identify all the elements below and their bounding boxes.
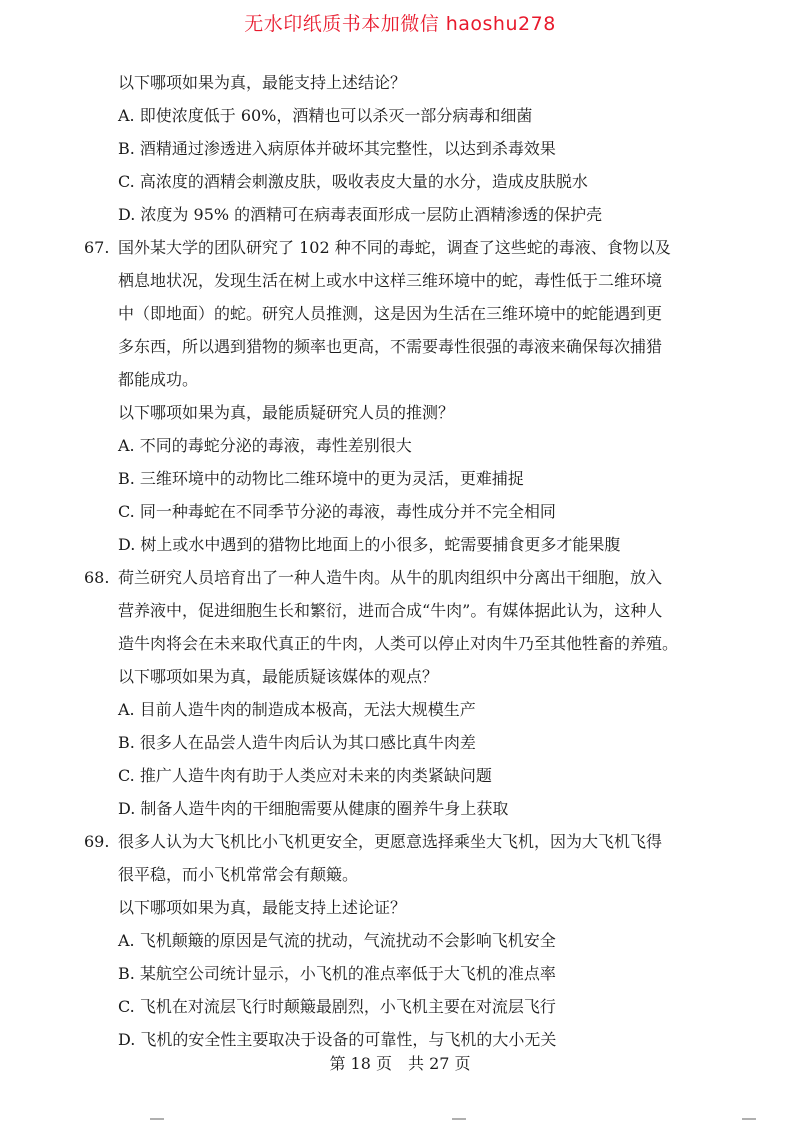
option-c: C. 高浓度的酒精会刺激皮肤，吸收表皮大量的水分，造成皮肤脱水 — [118, 172, 588, 191]
question-stem-line: 多东西，所以遇到猎物的频率也更高，不需要毒性很强的毒液来确保每次捕猎 — [118, 337, 663, 356]
question-number: 67. — [84, 238, 110, 257]
option-d: D. 树上或水中遇到的猎物比地面上的小很多，蛇需要捕食更多才能果腹 — [118, 535, 621, 554]
option-b: B. 三维环境中的动物比二维环境中的更为灵活，更难捕捉 — [118, 469, 524, 488]
option-b: B. 很多人在品尝人造牛肉后认为其口感比真牛肉差 — [118, 733, 476, 752]
option-c: C. 飞机在对流层飞行时颠簸最剧烈，小飞机主要在对流层飞行 — [118, 997, 556, 1016]
question-stem-line: 都能成功。 — [118, 370, 199, 389]
option-b: B. 某航空公司统计显示，小飞机的准点率低于大飞机的准点率 — [118, 964, 556, 983]
option-d: D. 制备人造牛肉的干细胞需要从健康的圈养牛身上获取 — [118, 799, 509, 818]
question-number: 68. — [84, 568, 110, 587]
question-prompt: 以下哪项如果为真，最能支持上述论证？ — [118, 898, 407, 917]
question-67 — [84, 231, 724, 561]
scan-artifacts — [0, 1118, 800, 1126]
page-content — [84, 66, 724, 1056]
question-66 — [84, 66, 724, 231]
question-prompt: 以下哪项如果为真，最能质疑该媒体的观点？ — [118, 667, 439, 686]
question-stem-line: 中（即地面）的蛇。研究人员推测，这是因为生活在三维环境中的蛇能遇到更 — [118, 304, 663, 323]
question-stem-line: 69. 很多人认为大飞机比小飞机更安全，更愿意选择乘坐大飞机，因为大飞机飞得 — [84, 825, 724, 858]
option-c: C. 推广人造牛肉有助于人类应对未来的肉类紧缺问题 — [118, 766, 492, 785]
scan-speck — [150, 1118, 164, 1120]
question-68 — [84, 561, 724, 825]
question-prompt: 以下哪项如果为真，最能质疑研究人员的推测？ — [118, 403, 455, 422]
option-d: D. 浓度为 95% 的酒精可在病毒表面形成一层防止酒精渗透的保护壳 — [118, 205, 603, 224]
option-d: D. 飞机的安全性主要取决于设备的可靠性，与飞机的大小无关 — [118, 1030, 557, 1049]
question-prompt: 以下哪项如果为真，最能支持上述结论？ — [118, 73, 407, 92]
option-a: A. 即使浓度低于 60%，酒精也可以杀灭一部分病毒和细菌 — [118, 106, 533, 125]
scan-speck — [742, 1118, 756, 1120]
question-stem-line: 68. 荷兰研究人员培育出了一种人造牛肉。从牛的肌肉组织中分离出干细胞，放入 — [84, 561, 724, 594]
question-number: 69. — [84, 832, 110, 851]
watermark-text: 无水印纸质书本加微信 haoshu278 — [244, 13, 556, 35]
question-stem-line: 造牛肉将会在未来取代真正的牛肉，人类可以停止对肉牛乃至其他牲畜的养殖。 — [118, 634, 679, 653]
option-c: C. 同一种毒蛇在不同季节分泌的毒液，毒性成分并不完全相同 — [118, 502, 556, 521]
option-a: A. 飞机颠簸的原因是气流的扰动，气流扰动不会影响飞机安全 — [118, 931, 556, 950]
question-stem-line: 很平稳，而小飞机常常会有颠簸。 — [118, 865, 359, 884]
question-stem-line: 67. 国外某大学的团队研究了 102 种不同的毒蛇，调查了这些蛇的毒液、食物以及 — [84, 231, 724, 264]
question-stem-line: 栖息地状况，发现生活在树上或水中这样三维环境中的蛇，毒性低于二维环境 — [118, 271, 663, 290]
page-number-footer: 第 18 页 共 27 页 — [329, 1054, 471, 1073]
option-a: A. 目前人造牛肉的制造成本极高，无法大规模生产 — [118, 700, 476, 719]
option-b: B. 酒精通过渗透进入病原体并破坏其完整性，以达到杀毒效果 — [118, 139, 556, 158]
scan-speck — [452, 1118, 466, 1120]
question-69 — [84, 825, 724, 1056]
option-a: A. 不同的毒蛇分泌的毒液，毒性差别很大 — [118, 436, 412, 455]
question-stem-line: 营养液中，促进细胞生长和繁衍，进而合成“牛肉”。有媒体据此认为，这种人 — [118, 601, 663, 620]
